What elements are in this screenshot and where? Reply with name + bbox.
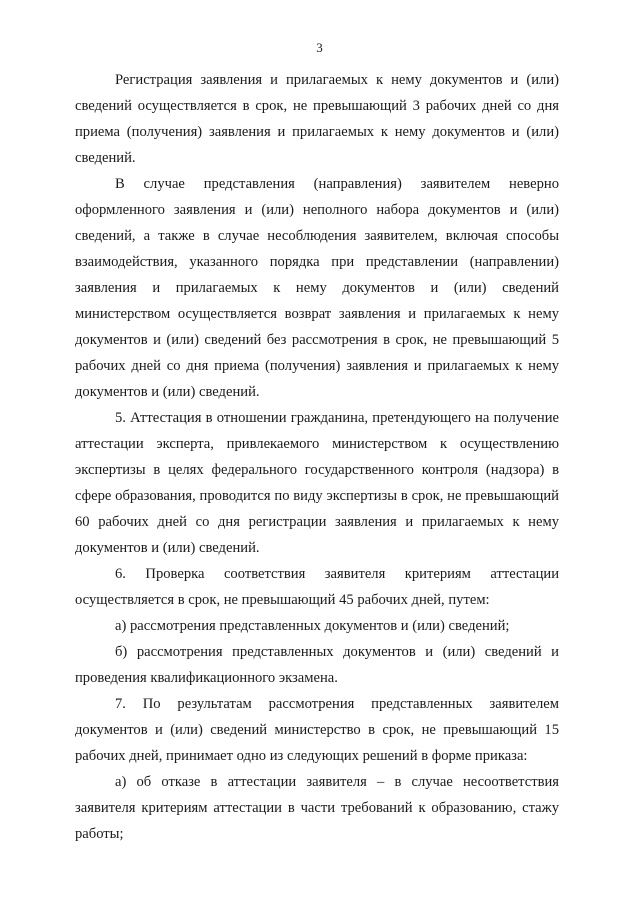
paragraph-return: В случае представления (направления) заявителем неверно оформленного заявления и (или) неполного набора документов и (или) сведений, а также в случае несоблюдения заявителем, включая способы взаимодействия, указанного порядка при представлении (направлении) заявления и прилагаемых к нему документов и (или) сведений министерством осуществляется возврат заявления и прилагаемых к нему документов и (или) сведений без рассмотрения в срок, не превышающий 5 рабочих дней со дня приема (получения) заявления и прилагаемых к нему документов и (или) сведений. bbox=[75, 176, 559, 400]
document-body bbox=[75, 67, 559, 847]
paragraph-item-7a: а) об отказе в аттестации заявителя – в случае несоответствия заявителя критериям аттестации в части требований к образованию, стажу работы; bbox=[75, 774, 559, 842]
paragraph-item-6a: а) рассмотрения представленных документов и (или) сведений; bbox=[115, 618, 510, 634]
paragraph-item-7: 7. По результатам рассмотрения представленных заявителем документов и (или) сведений министерство в срок, не превышающий 15 рабочих дней, принимает одно из следующих решений в форме приказа: bbox=[75, 696, 559, 764]
paragraph-item-6b: б) рассмотрения представленных документов и (или) сведений и проведения квалификационного экзамена. bbox=[75, 644, 559, 686]
paragraph-registration: Регистрация заявления и прилагаемых к нему документов и (или) сведений осуществляется в срок, не превышающий 3 рабочих дней со дня приема (получения) заявления и прилагаемых к нему документов и (или) сведений. bbox=[75, 72, 559, 166]
paragraph-item-6: 6. Проверка соответствия заявителя критериям аттестации осуществляется в срок, не превышающий 45 рабочих дней, путем: bbox=[75, 566, 559, 608]
paragraph-item-5: 5. Аттестация в отношении гражданина, претендующего на получение аттестации эксперта, привлекаемого министерством к осуществлению экспертизы в целях федерального государственного контроля (надзора) в сфере образования, проводится по виду экспертизы в срок, не превышающий 60 рабочих дней со дня регистрации заявления и прилагаемых к нему документов и (или) сведений. bbox=[75, 410, 559, 556]
page-number: 3 bbox=[316, 40, 323, 55]
